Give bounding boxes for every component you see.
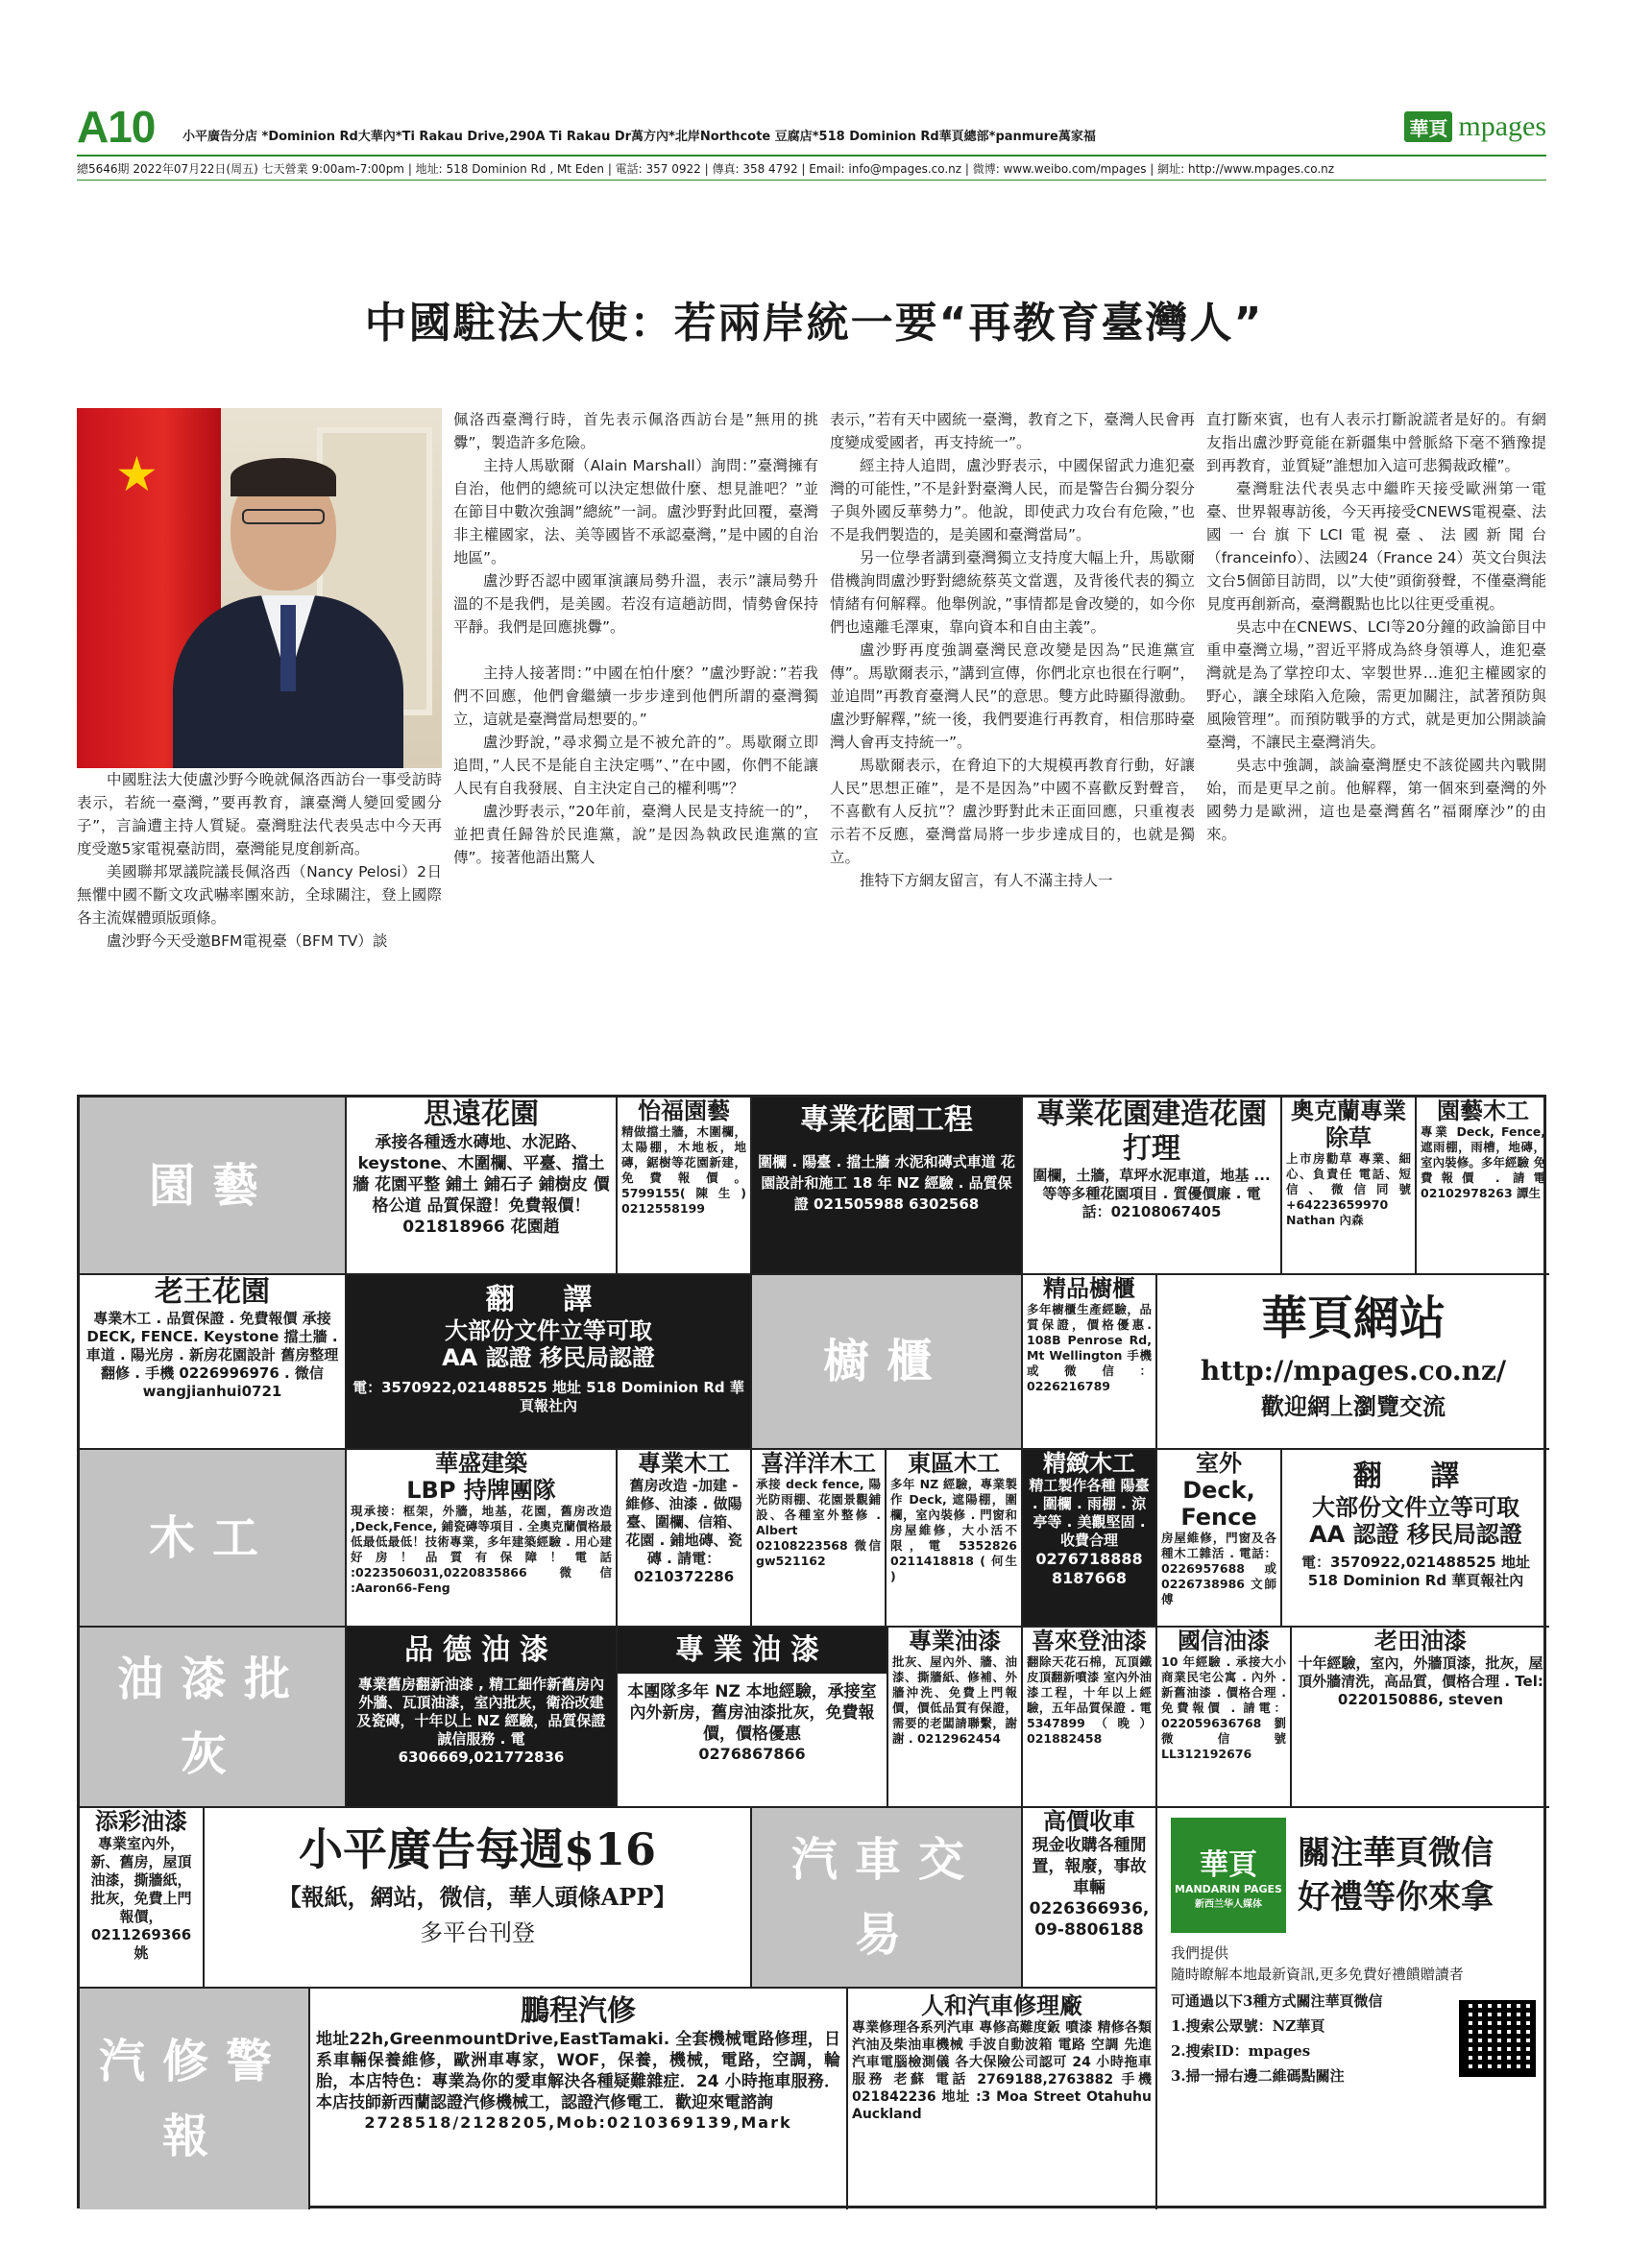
brand-text: mpages [1458,110,1546,142]
ad-phone: 2728518/2128205,Mob:0210369139,Mark [364,2113,792,2132]
paragraph: 表示，”若有天中國統一臺灣，教育之下，臺灣人民會再度變成愛國者，再支持統一”。 [830,411,1195,451]
header-rule-bottom [77,180,1546,181]
ad-title: 東區木工 [908,1450,1000,1477]
ad-title: 高價收車 [1043,1808,1135,1835]
ad-title: 喜來登油漆 [1032,1628,1147,1654]
ad-body: 承接各種透水磚地、水泥路、keystone、木圍欄、平臺、擋土牆 花園平整 鋪土 鋪石子 鋪樹皮 價格公道 品質保證！免費報價！021818966 花園趙 [352,1133,610,1237]
wechat-provide: 我們提供 [1171,1944,1229,1962]
website-link[interactable]: http://mpages.co.nz/ [1200,1355,1507,1387]
paragraph: 盧沙野說，”尋求獨立是不被允許的”。馬歇爾立即追問，”人民不是能自主決定嗎”、”在中國，你們不能讓人民有自我發展、自主決定自己的權利嗎”？ [453,734,818,797]
ad-body: 舊房改造 -加建 -維修、油漆 . 做陽臺、圍欄、信箱、花園 . 鋪地磚、瓷磚 . 請電：0210372286 [625,1477,742,1585]
ad-huasheng [347,1450,618,1628]
ad-outdoor [1157,1450,1282,1628]
ad-body: 圍欄，土牆，草坪水泥車道，地基 ... 等等多種花園項目 . 質優價廉 . 電話：02108067405 [1033,1167,1271,1220]
ad-gaojia [1023,1808,1157,1989]
paragraph: 推特下方網友留言，有人不滿主持人一 [860,872,1113,889]
ad-title: 園藝木工 [1437,1098,1529,1124]
ad-pro-paint [618,1628,888,1808]
ad-okland [1282,1098,1417,1275]
ad-body: 上市房勸草 專業、細心、負責任 電話、短信、微信同號 +64223659970 Nathan 內森 [1286,1151,1411,1227]
page-header [77,101,1546,178]
paragraph: 中國駐法大使盧沙野今晚就佩洛西訪台一事受訪時表示，若統一臺灣，”要再教育，讓臺灣人變回愛國分子”，言論遭主持人質疑。臺灣駐法代表吳志中今天再度受邀5家電視臺訪問，臺灣能見度創新高。 [77,771,442,857]
wechat-subtitle: 好禮等你來拿 [1298,1878,1494,1917]
wechat-method-2: 2.搜索ID：mpages [1171,2042,1311,2060]
ad-title: 老田油漆 [1374,1628,1467,1654]
ad-title: 翻 譯 [1352,1460,1479,1493]
page-number: A10 [77,102,156,152]
ad-body: 地址22h,GreenmountDrive,EastTamaki. 全套機械電路修理，日系車輛保養維修，歐洲車專家，WOF，保養，機械，電路，空調，輪胎，本店特色：專業為你的愛車解決各種疑難雜症．24 小時拖車服務．本店技師新西蘭認證汽修機械工，認證汽修電工．歡迎來電諮詢 [316,2030,840,2112]
ad-title: 喜洋洋木工 [761,1450,876,1477]
ad-pro-paint-2 [888,1628,1023,1808]
ad-phone: 0276718888 8187668 [1035,1550,1143,1587]
ad-title: 專業油漆 [909,1628,1001,1654]
header-rule [77,155,1546,157]
article-column-1 [77,768,442,953]
ad-body: 多年 NZ 經驗，專業製作 Deck, 遮陽棚，圍欄，室內裝修 . 門窗和房屋維修，大小活不限，電 5352826 0211418818 ( 何生 ) [890,1477,1017,1583]
ad-title: 專業木工 [638,1450,730,1477]
category-garden: 園藝 [80,1098,347,1275]
classified-ads [77,1095,1546,2208]
category-repair: 汽修警報 [80,1989,310,2209]
ad-dongqu [887,1450,1023,1628]
ad-pro-wood [618,1450,752,1628]
ad-title: 老王花園 [155,1275,270,1309]
ad-body: 翻除天花石棉，瓦頂鐵皮頂翻新噴漆 室內外油漆工程，十年以上經驗，五年品質保證 . 電 5347899（晚）021882458 [1027,1654,1152,1746]
ad-title: 小平廣告每週$16 [298,1823,657,1875]
issue-line: 總5646期 2022年07月22日(周五) 七天營業 9:00am-7:00pm | 地址: 518 Dominion Rd , Mt Eden | 電話: 357 0922 | 傳真: 358 4792 | Email: info@mpages.co.nz | 微博: www.weibo.com/mpages | 網址: http://www.mpages.co.nz [77,162,1335,176]
brand-mark: 華頁 [1404,111,1452,142]
ad-title: 國信油漆 [1178,1628,1270,1654]
ad-renhe [848,1989,1157,2209]
ad-title: 鵬程汽修 [521,1994,636,2028]
wechat-how: 可通過以下3種方式關注華頁微信 [1171,1992,1383,2010]
ad-siyuan [347,1098,618,1275]
ad-body: 批灰、屋內外、牆、油漆、撕牆紙、修補、外牆沖洗、免費上門報價，價低品質有保證，需要的老闆請聯繫，謝謝 . 0212962454 [892,1654,1017,1746]
ad-website [1157,1275,1549,1450]
ad-laowang [80,1275,347,1450]
ad-title: 品德油漆 [404,1633,558,1667]
paragraph: 經主持人追問，盧沙野表示，中國保留武力進犯臺灣的可能性，”不是針對臺灣人民，而是警告台獨分裂分子與外國反華勢力”。他說，即使武力攻台有危險，”也不是我們製造的，是美國和臺灣當局”。 [830,457,1195,543]
ad-body: 十年經驗，室內，外牆頂漆，批灰，屋頂外牆清洗，高品質，價格合理 . Tel: 0220150886, steven [1298,1654,1543,1708]
ad-body: 圍欄 . 陽臺 . 擋土牆 水泥和磚式車道 花園設計和施工 18 年 NZ 經驗 . 品質保證 021505988 6302568 [758,1153,1015,1213]
ad-xiyang [752,1450,887,1628]
paragraph: 主持人馬歇爾（Alain Marshall）詢問：”臺灣擁有自治，他們的總統可以決定想做什麼、想見誰吧？”並在節目中數次強調”總統”一詞。盧沙野對此回覆，臺灣非主權國家，法、美等國皆不承認臺灣，”是中國的自治地區”。 [453,457,818,567]
category-wood: 木工 [80,1450,347,1628]
ad-body: 精工製作各種 陽臺 . 圍欄 . 雨棚 . 涼亭等 . 美觀堅固 . 收費合理 [1029,1477,1150,1549]
ad-body: 專業室內外，新、舊房，屋頂油漆，撕牆紙，批灰，免費上門報價，0211269366 姚 [90,1835,192,1962]
ad-body: 現承接：框架，外牆，地基，花園，舊房改造 ,Deck,Fence, 鋪瓷磚等項目 . 全奧克蘭價格最低最低最低！技術專業，多年建築經驗 . 用心建好房！品質有保障！電話 :0223506031,0220835866 微信 :Aaron66-Feng [351,1504,612,1595]
ad-guoxin [1157,1628,1292,1808]
article-column-3 [830,408,1195,892]
ad-line: 大部份文件立等可取 [445,1317,652,1344]
paragraph: 盧沙野否認中國軍演讓局勢升溫，表示”讓局勢升溫的不是我們，是美國。若沒有這趟訪問，情勢會保持平靜。我們是回應挑釁”。 [453,572,818,636]
ad-title: 室外 Deck, Fence [1180,1450,1257,1531]
ad-title: 華盛建築 [435,1450,527,1477]
portrait-hair [231,458,336,496]
paragraph: 盧沙野再度強調臺灣民意改變是因為”民進黨宣傳”。馬歇爾表示，”講到宣傳，你們北京也很在行啊”，並追問”再教育臺灣人民”的意思。雙方此時顯得激動。盧沙野解釋，”統一後，我們要進行再教育，相信那時臺灣人會再支持統一”。 [830,641,1195,751]
ad-xilaideng [1023,1628,1157,1808]
ad-line: AA 認證 移民局認證 [442,1344,655,1371]
paragraph: 主持人接著問：”中國在怕什麼？”盧沙野說：”若我們不回應，他們會繼續一步步達到他們所謂的臺灣獨立，這就是臺灣當局想要的。” [453,664,818,728]
wechat-line: 隨時瞭解本地最新資訊,更多免費好禮饋贈讀者 [1171,1966,1464,1983]
ad-contact: 電：3570922,021488525 地址 518 Dominion Rd 華頁報社內 [352,1379,744,1414]
ad-body: 多年櫥櫃生產經驗，品質保證，價格優惠. 108B Penrose Rd, Mt Wellington 手機或微信：0226216789 [1027,1302,1152,1393]
ad-title: 華頁網站 [1260,1291,1446,1345]
paragraph: 直打斷來賓，也有人表示打斷說謊者是好的。有網友指出盧沙野竟能在新疆集中營脈絡下毫不猶豫提到再教育，並質疑”誰想加入這可悲獨裁政權”。 [1206,411,1546,474]
paragraph: 馬歇爾表示，在脅迫下的大規模再教育行動，好讓人民”思想正確”，是不是因為”中國不喜歡反對聲音，不喜歡有人反抗”？盧沙野對此未正面回應，只重複表示若不反應，臺灣當局將一步步達成目的，也就是獨立。 [830,757,1195,866]
wechat-method-3: 3.掃一掃右邊二維碼點關注 [1171,2067,1345,2085]
article-photo [77,408,442,768]
ad-body: 專業舊房翻新油漆 , 精工細作新舊房內外牆、瓦頂油漆，室內批灰，衛浴改建及瓷磚，十年以上 NZ 經驗，品質保證誠信服務 . 電 6306669,021772836 [356,1676,606,1766]
paragraph: 另一位學者講到臺灣獨立支持度大幅上升，馬歇爾借機詢問盧沙野對總統蔡英文當選，及背後代表的獨立情緒有何解釋。他舉例說，”事情都是會改變的，如今你們也遠離毛澤東，靠向資本和自由主義”。 [830,549,1195,636]
china-flag-icon: ★ [77,408,221,768]
ad-contact: 電：3570922,021488525 地址 518 Dominion Rd 華頁報社內 [1301,1554,1530,1589]
ad-translate-1 [347,1275,752,1450]
paragraph: 美國聯邦眾議院議長佩洛西（Nancy Pelosi）2日無懼中國不斷文攻武嚇率團來訪，全球關注，登上國際各主流媒體頭版頭條。 [77,863,442,927]
ad-title: 人和汽車修理廠 [921,1992,1082,2019]
ad-title: 專業油漆 [618,1628,887,1674]
wechat-title: 關注華頁微信 [1298,1834,1494,1872]
ad-garden-wood [1417,1098,1549,1275]
tie [280,605,296,691]
ad-body: 專業 Deck, Fence, 遮雨棚，雨槽，地磚，室內裝修。多年經驗 免費報價 . 請電 02102978263 譚生 [1421,1124,1545,1200]
paragraph: 吳志中強調，談論臺灣歷史不該從國共內戰開始，而是更早之前。他解釋，第一個來到臺灣的外國勢力是歐洲，這也是臺灣舊名”福爾摩沙”的由來。 [1206,757,1546,843]
ad-title: 添彩油漆 [95,1808,187,1835]
article-column-4 [1206,408,1546,846]
ad-pro-build [1023,1098,1282,1275]
ad-laotian [1292,1628,1549,1808]
glasses-icon [242,509,325,524]
store-list: 小平廣告分店 *Dominion Rd大華內*Ti Rakau Drive,290A Ti Rakau Dr萬方內*北岸Northcote 豆腐店*518 Dominion Rd華頁總部*panmure萬家福 [182,130,1096,144]
ad-tagline: 歡迎網上瀏覽交流 [1261,1392,1446,1420]
ad-body: 現金收購各種閒置，報廢，事故車輛 0226366936, 09-8806188 [1029,1836,1150,1940]
paragraph: 佩洛西臺灣行時，首先表示佩洛西訪台是”無用的挑釁”，製造許多危險。 [453,411,818,451]
category-cabinet: 櫥櫃 [752,1275,1023,1450]
ad-title: 怡福園藝 [638,1098,730,1124]
ad-body: 房屋維修，門窗及各種木工雜活 . 電話：0226957688 或 0226738986 文師傅 [1161,1531,1276,1606]
brand-logo [1404,110,1546,143]
article-column-2 [453,408,818,869]
ad-yifu [618,1098,752,1275]
ad-phone: 0276867866 [698,1745,806,1763]
ad-body: 承接 deck fence, 陽光防雨棚、花園景觀鋪設、各種室外整修 . Albert 02108223568 微信 gw521162 [756,1477,881,1568]
ad-tagline: 多平台刊登 [420,1919,535,1946]
qr-code-icon[interactable] [1459,2000,1536,2077]
ad-title: 精品櫥櫃 [1043,1275,1135,1302]
ad-body: 專業修理各系列汽車 專修高難度鈑 噴漆 精修各類汽油及柴油車機械 手波自動波箱 電路 空調 先進汽車電腦檢測儀 各大保險公司認可 24 小時拖車服務 老蘇 電話 2769188,2763882 手機 021842236 地址 :3 Moa Street Otahuhu Auckland [852,2020,1152,2122]
paragraph: 臺灣駐法代表吳志中繼昨天接受歐洲第一電臺、世界報專訪後，今天再接受CNEWS電視臺、法國一台旗下LCI電視臺、法國新聞台（franceinfo）、法國24（France 24）英文台與法文台5個節目訪問，以”大使”頭銜發聲，不僅臺灣能見度再創新高，臺灣觀點也比以往更受重視。 [1206,480,1546,613]
paragraph: 盧沙野今天受邀BFM電視臺（BFM TV）談 [107,932,388,950]
ad-jingzhi [1023,1450,1157,1628]
ad-title: 專業花園工程 [800,1103,973,1137]
ad-body: 精做擋土牆，木圍欄，太陽棚，木地板，地磚，鋸樹等花園新建，免費報價。5799155(陳生) 0212558199 [621,1124,746,1216]
ad-tiancai [80,1808,205,1989]
ad-title: 奧克蘭專業除草 [1291,1098,1406,1151]
ad-title: 精緻木工 [1043,1450,1135,1477]
ad-translate-2 [1282,1450,1549,1628]
paragraph: 吳志中在CNEWS、LCI等20分鐘的政論節目中重申臺灣立場，”習近平將成為終身領導人，進犯臺灣就是為了掌控印太、宰製世界…進犯主權國家的野心，讓全球陷入危險，需更加關注，試著預防與風險管理”。而預防戰爭的方式，就是更加公開談論臺灣，不讓民主臺灣消失。 [1206,618,1546,751]
ad-pinde [347,1628,618,1808]
ad-pro-garden [752,1098,1023,1275]
ad-line: 大部份文件立等可取 [1312,1494,1519,1521]
paragraph: 盧沙野表示，”20年前，臺灣人民是支持統一的”，並把責任歸咎於民進黨，說”是因為執政民進黨的宣傳”。接著他語出驚人 [453,803,818,866]
ad-line: AA 認證 移民局認證 [1309,1521,1522,1548]
ad-xiaoping [205,1808,752,1989]
ad-body: 10 年經驗 . 承接大小商業民宅公寓 . 內外 . 新舊油漆 . 價格合理 . 免費報價 . 請電：022059636768 劉 微信號 LL312192676 [1161,1654,1286,1761]
ad-pengcheng [310,1989,848,2209]
wechat-method-1: 1.搜索公眾號：NZ華頁 [1171,2017,1325,2035]
ad-body: 專業木工 . 品質保證 . 免費報價 承接 DECK, FENCE. Keystone 擋土牆 . 車道 . 陽光房 . 新房花園設計 舊房整理翻修 . 手機 0226996976 . 微信 wangjianhui0721 [85,1310,339,1400]
category-car: 汽車交易 [752,1808,1023,1989]
ad-subtitle: LBP 持牌團隊 [406,1477,556,1504]
ad-title: 思遠花園 [424,1098,539,1131]
category-paint: 油漆批灰 [80,1628,347,1808]
article-headline: 中國駐法大使：若兩岸統一要“再教育臺灣人” [364,299,1264,348]
ad-wechat [1157,1808,1549,2209]
ad-title: 專業花園建造花園打理 [1036,1098,1267,1166]
ad-body: 本團隊多年 NZ 本地經驗，承接室內外新房，舊房油漆批灰，免費報價，價格優惠 [627,1682,877,1744]
ad-subtitle: 【報紙，網站，微信，華人頭條APP】 [278,1883,677,1911]
ad-title: 翻 譯 [485,1283,612,1316]
ad-cabinet [1023,1275,1157,1450]
mandarin-pages-logo: 華頁 MANDARIN PAGES 新西兰华人媒体 [1171,1818,1286,1933]
